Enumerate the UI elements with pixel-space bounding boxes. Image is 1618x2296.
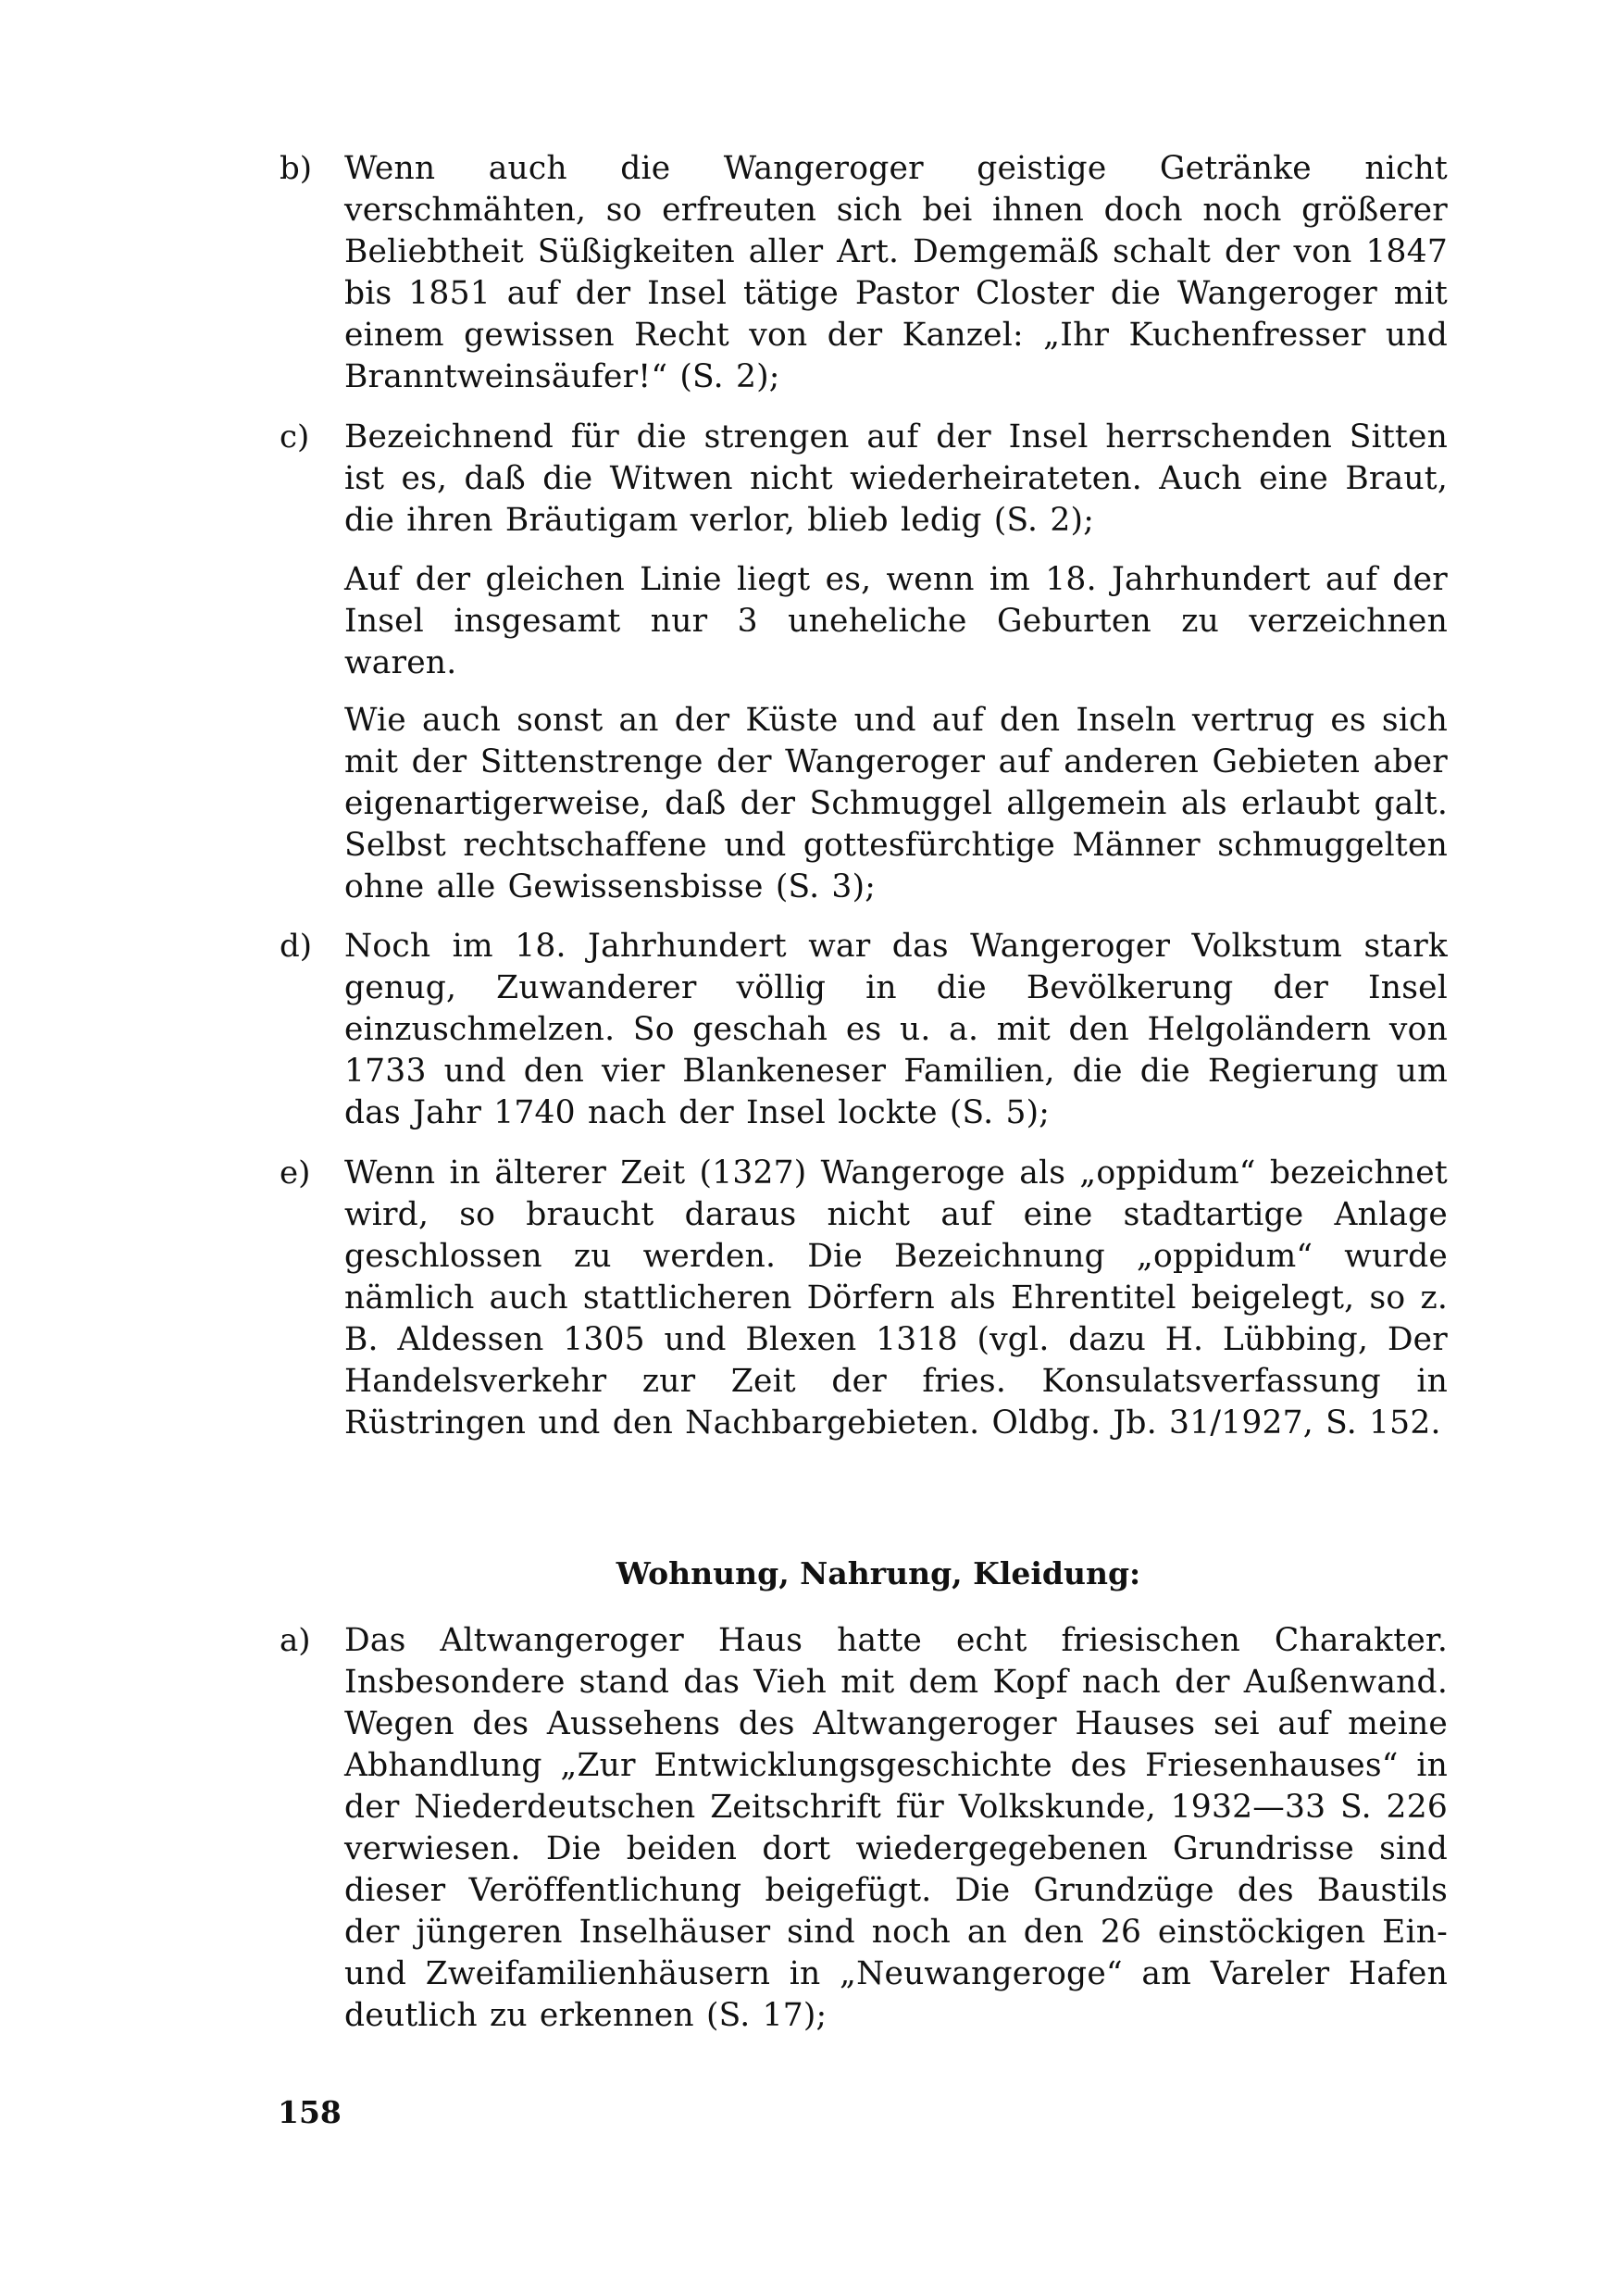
list-item-c (280, 417, 1448, 542)
list-marker: c) (280, 418, 310, 455)
paragraph: Wie auch sonst an der Küste und auf den Inseln vertrug es sich mit der Sittenstrenge der Wangeroger auf anderen Gebieten aber eigenartigerweise, daß der Schmuggel allgemein als erlaubt galt. Selbst rechtschaffene und gottesfürchtige Männer schmuggelten ohne alle Gewissensbisse (S. 3); (344, 702, 1448, 905)
list-marker: b) (280, 150, 313, 187)
paragraph: Noch im 18. Jahrhundert war das Wangeroger Volkstum stark genug, Zuwanderer völlig in die Bevölkerung der Insel einzuschmelzen. So geschah es u. a. mit den Helgoländern von 1733 und den vier Blankeneser Familien, die die Regierung um das Jahr 1740 nach der Insel lockte (S. 5); (344, 928, 1448, 1131)
list-item-b (280, 148, 1448, 398)
list-marker: d) (280, 928, 313, 965)
list-marker: a) (280, 1622, 311, 1659)
section-heading: Wohnung, Nahrung, Kleidung: (616, 1555, 1141, 1591)
paragraph: Das Altwangeroger Haus hatte echt friesischen Charakter. Insbesondere stand das Vieh mit dem Kopf nach der Außenwand. Wegen des Aussehens des Altwangeroger Hauses sei auf meine Abhandlung „Zur Entwicklungsgeschichte des Friesenhauses“ in der Niederdeutschen Zeitschrift für Volkskunde, 1932—33 S. 226 verwiesen. Die beiden dort wiedergegebenen Grundrisse sind dieser Veröffentlichung beigefügt. Die Grundzüge des Baustils der jüngeren Inselhäuser sind noch an den 26 einstöckigen Ein- und Zweifamilienhäusern in „Neuwangeroge“ am Vareler Hafen deutlich zu erkennen (S. 17); (344, 1622, 1448, 2034)
paragraph: Bezeichnend für die strengen auf der Insel herrschenden Sitten ist es, daß die Witwen nicht wiederheirateten. Auch eine Braut, die ihren Bräutigam verlor, blieb ledig (S. 2); (344, 418, 1448, 539)
paragraph: Wenn in älterer Zeit (1327) Wangeroge als „oppidum“ bezeichnet wird, so braucht daraus nicht auf eine stadtartige Anlage geschlossen zu werden. Die Bezeichnung „oppidum“ wurde nämlich auch stattlicheren Dörfern als Ehrentitel beigelegt, so z. B. Aldessen 1305 und Blexen 1318 (vgl. dazu H. Lübbing, Der Handelsverkehr zur Zeit der fries. Konsulatsverfassung in Rüstringen und den Nachbargebieten. Oldbg. Jb. 31/1927, S. 152. (344, 1154, 1448, 1441)
list-item-d (280, 926, 1448, 1134)
paragraph: Auf der gleichen Linie liegt es, wenn im 18. Jahrhundert auf der Insel insgesamt nur 3 uneheliche Geburten zu verzeichnen waren. (344, 561, 1448, 681)
list-item-a (280, 1620, 1448, 2037)
page-number: 158 (278, 2094, 342, 2130)
list-marker: e) (280, 1154, 311, 1192)
list-item-e (280, 1153, 1448, 1444)
paragraph: Wenn auch die Wangeroger geistige Getränke nicht verschmähten, so erfreuten sich bei ihnen doch noch größerer Beliebtheit Süßigkeiten aller Art. Demgemäß schalt der von 1847 bis 1851 auf der Insel tätige Pastor Closter die Wangeroger mit einem gewissen Recht von der Kanzel: „Ihr Kuchenfresser und Branntweinsäufer!“ (S. 2); (344, 150, 1448, 395)
